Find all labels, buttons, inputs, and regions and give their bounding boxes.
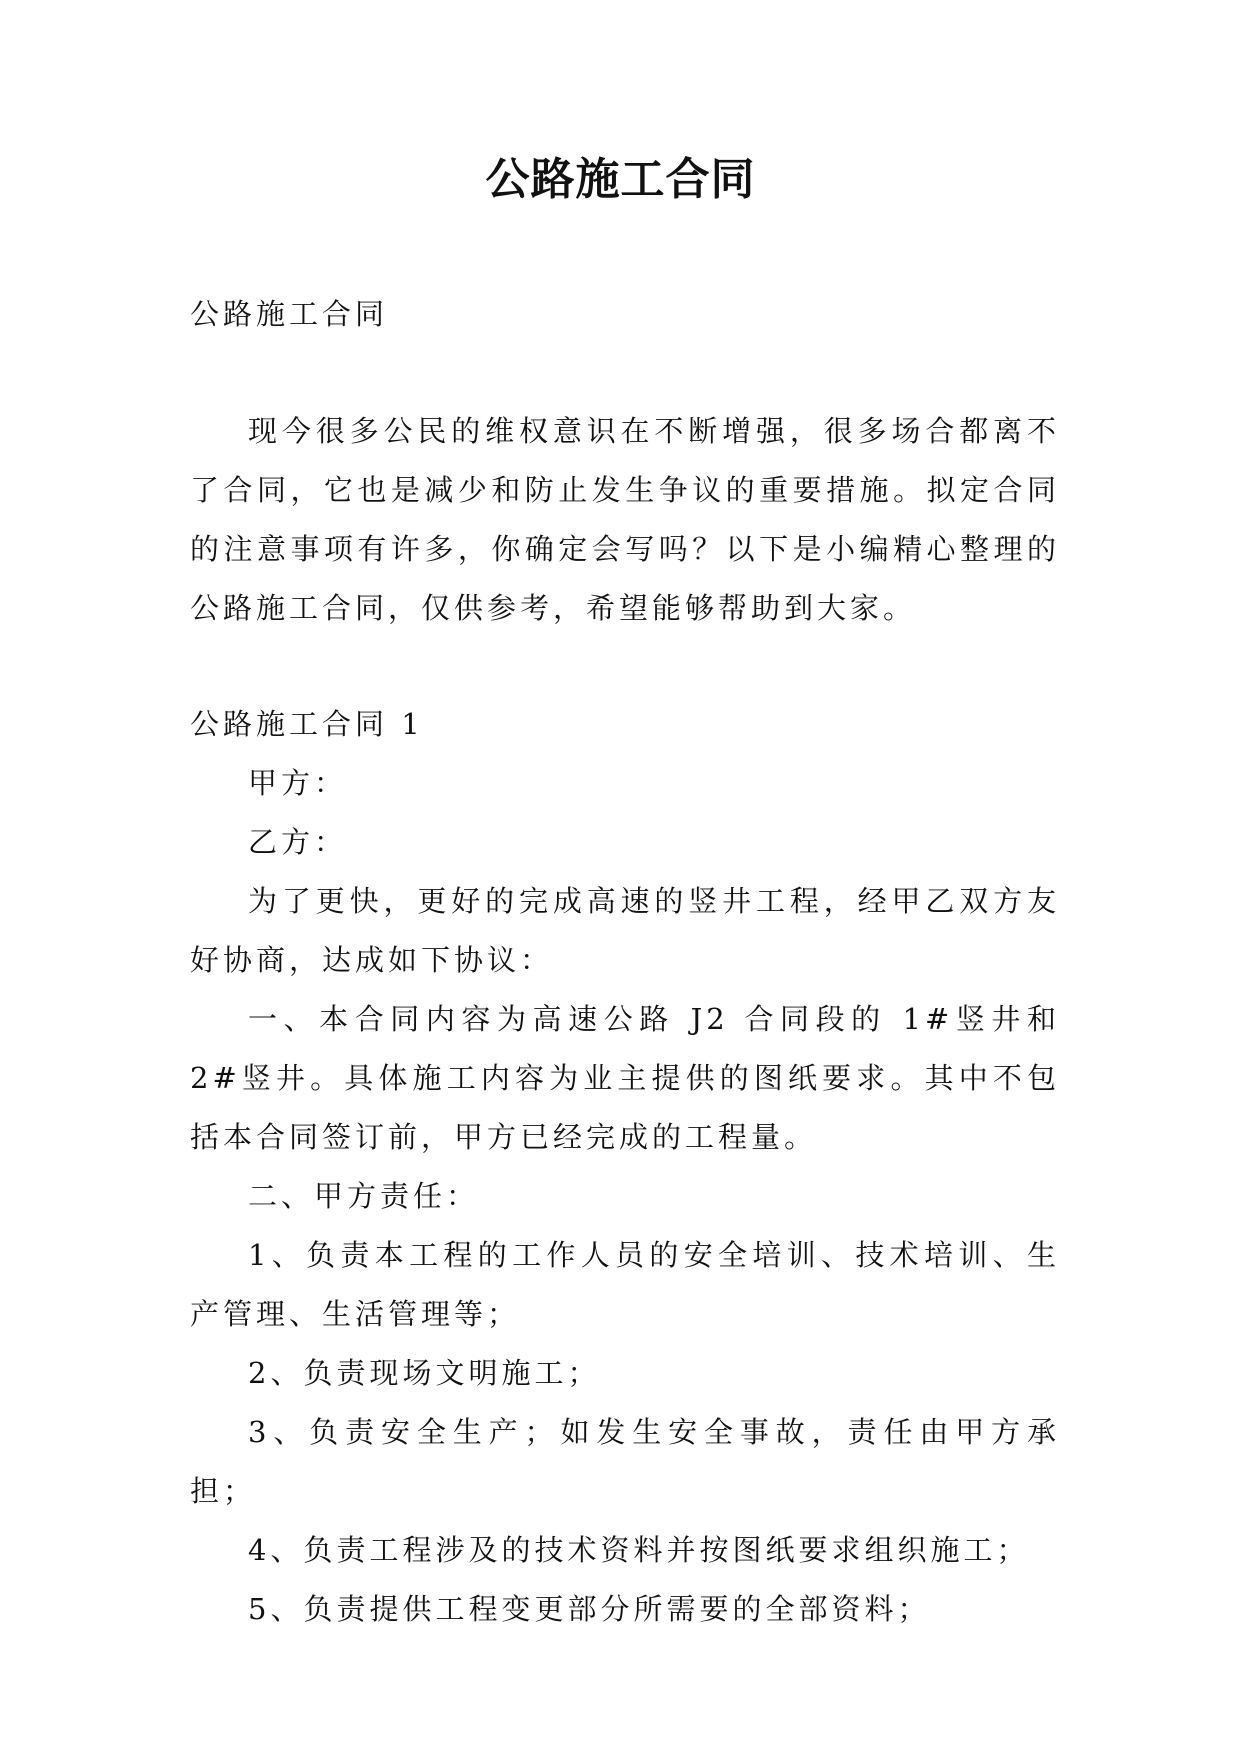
contract-body [190, 695, 1060, 1639]
responsibility-item-4: 4、负责工程涉及的技术资料并按图纸要求组织施工； [248, 1533, 1030, 1567]
purpose-paragraph: 为了更快，更好的完成高速的竖井工程，经甲乙双方友好协商，达成如下协议： [190, 884, 1060, 977]
party-a-line: 甲方： [248, 766, 348, 800]
contract-heading: 公路施工合同 1 [190, 707, 424, 741]
responsibility-item-5: 5、负责提供工程变更部分所需要的全部资料； [248, 1592, 931, 1626]
clause-1-paragraph: 一、本合同内容为高速公路 J2 合同段的 1#竖井和 2#竖井。具体施工内容为业主提供的图纸要求。其中不包括本合同签订前，甲方已经完成的工程量。 [190, 1002, 1060, 1154]
responsibility-item-2: 2、负责现场文明施工； [248, 1356, 601, 1390]
intro-paragraph: 现今很多公民的维权意识在不断增强，很多场合都离不了合同，它也是减少和防止发生争议的重要措施。拟定合同的注意事项有许多，你确定会写吗？以下是小编精心整理的公路施工合同，仅供参考，希望能够帮助到大家。 [190, 414, 1060, 625]
responsibility-item-3: 3、负责安全生产；如发生安全事故，责任由甲方承担； [190, 1415, 1060, 1508]
document-subtitle: 公路施工合同 [190, 297, 389, 331]
party-b-line: 乙方： [248, 825, 348, 859]
clause-2-heading: 二、甲方责任： [248, 1179, 480, 1213]
responsibility-item-1: 1、负责本工程的工作人员的安全培训、技术培训、生产管理、生活管理等； [190, 1238, 1060, 1331]
document-title: 公路施工合同 [485, 154, 756, 205]
